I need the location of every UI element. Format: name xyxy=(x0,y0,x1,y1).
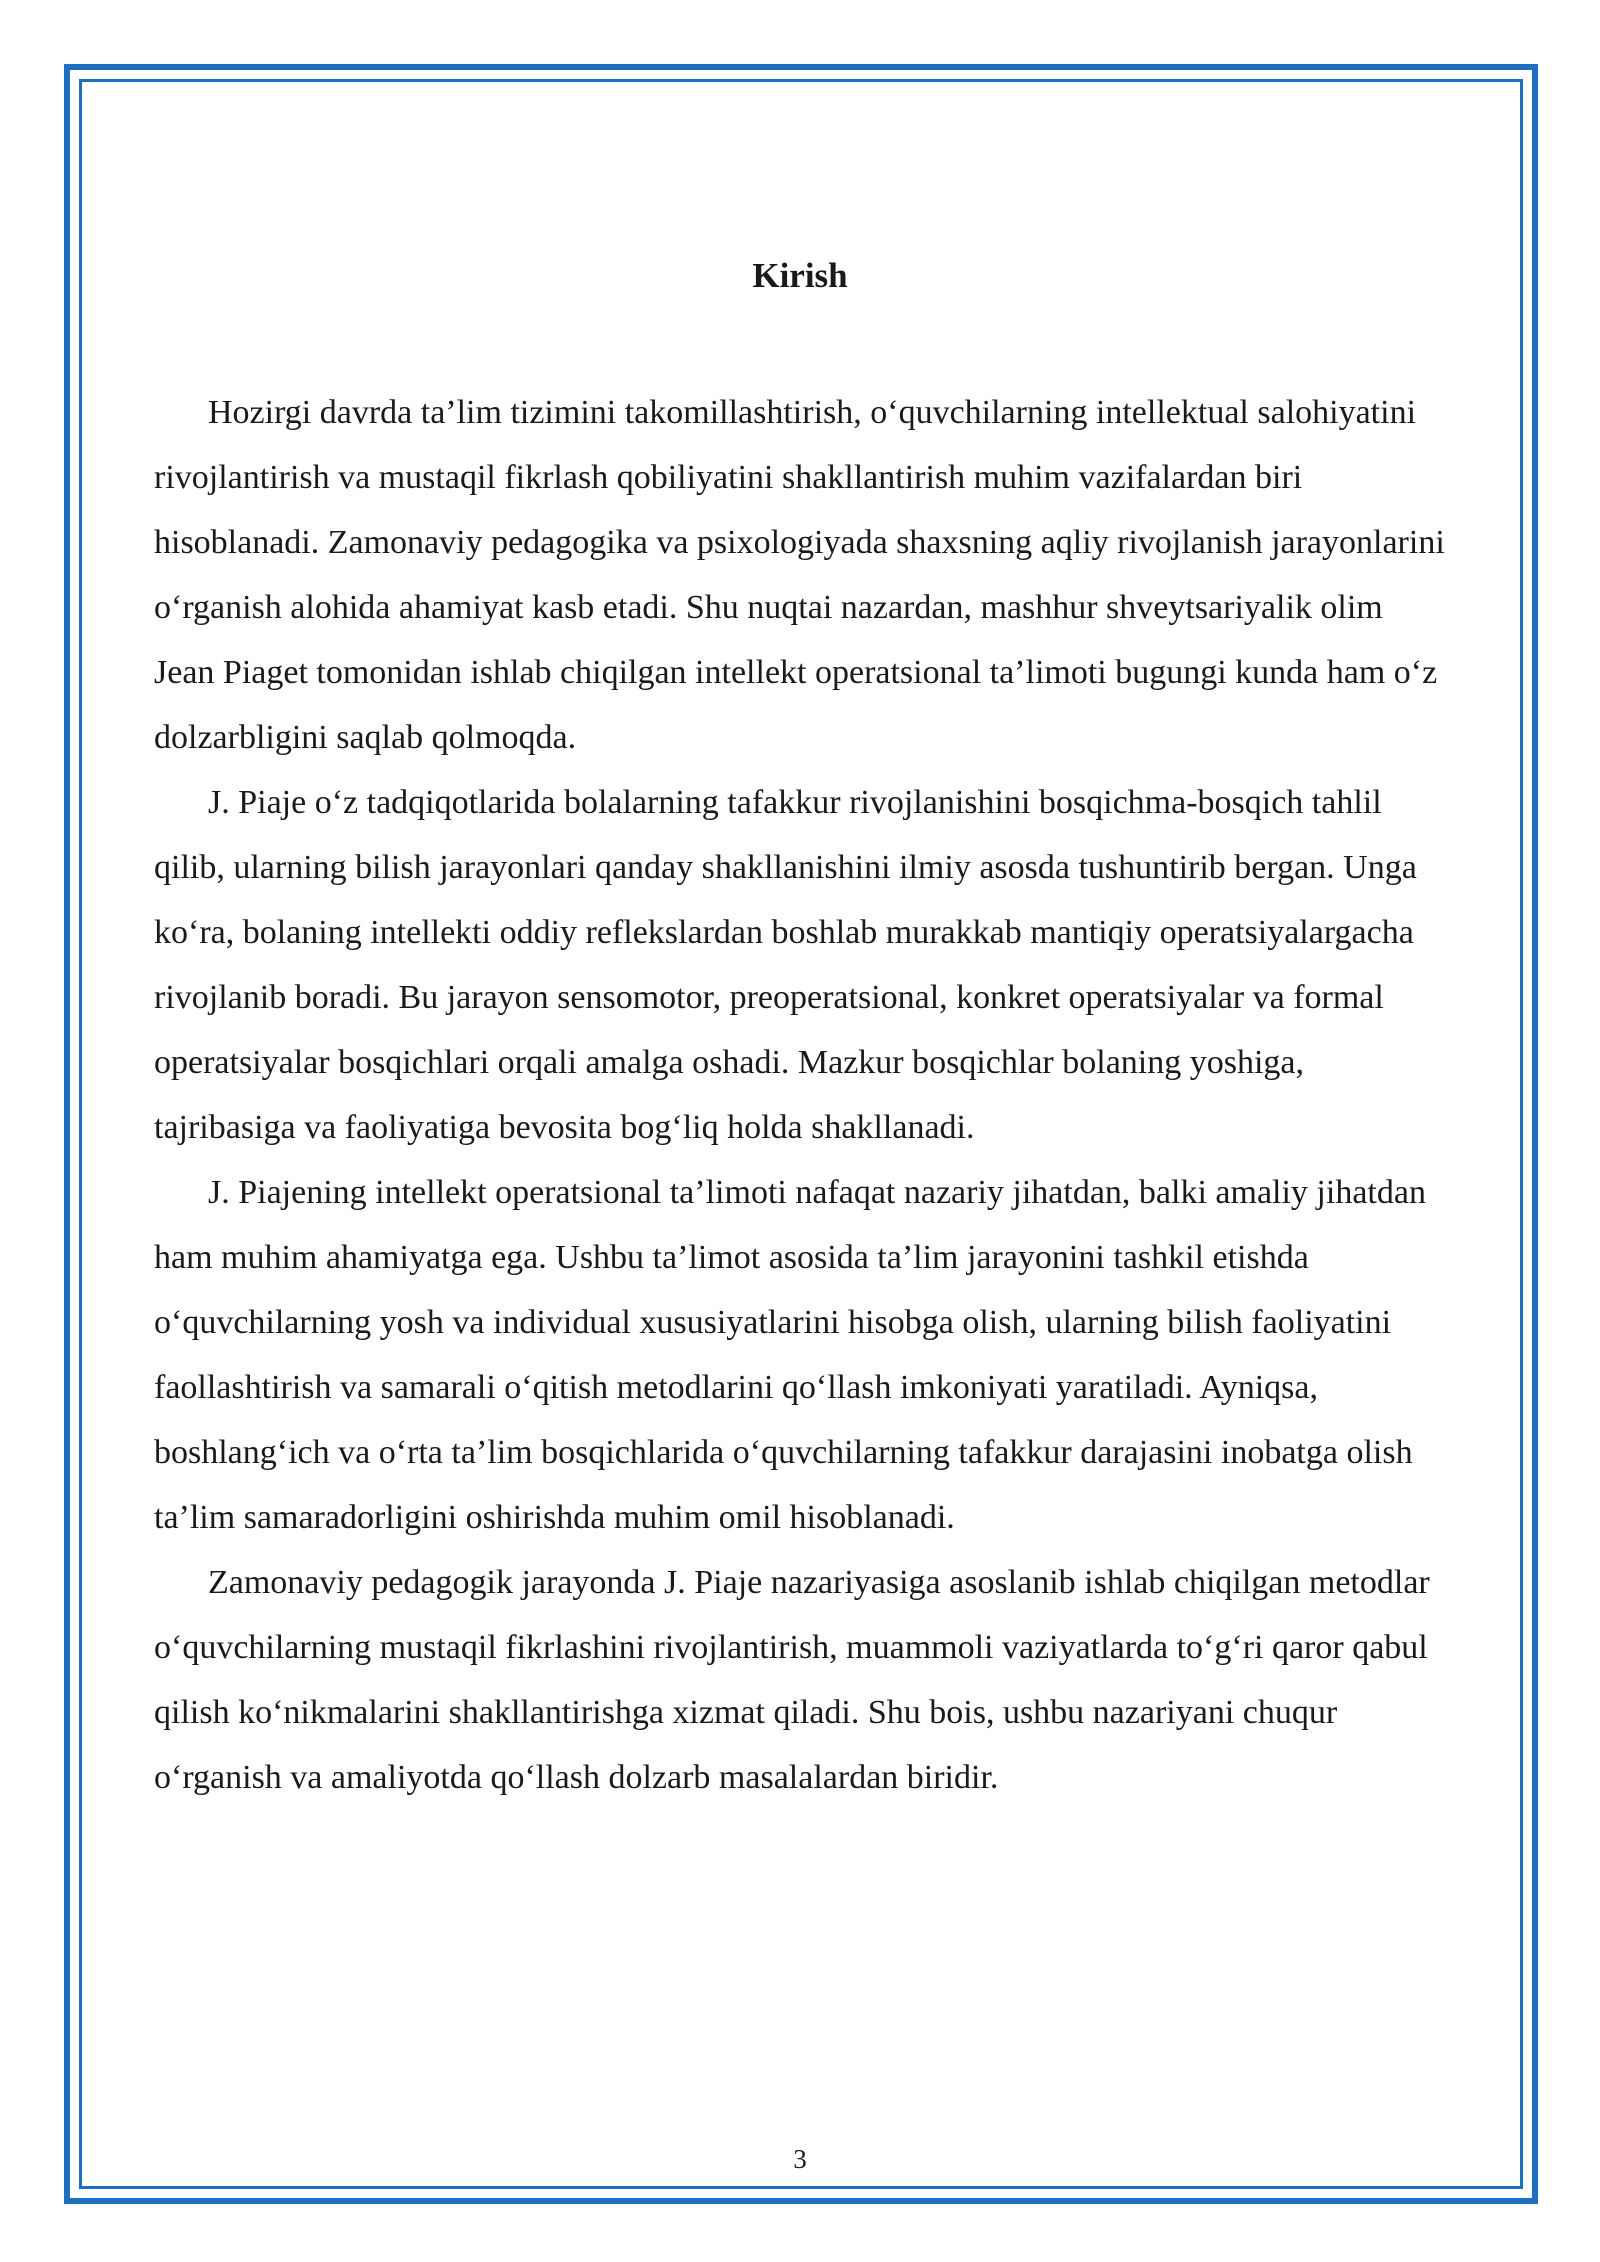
document-body xyxy=(154,380,1450,1810)
paragraph-4: Zamonaviy pedagogik jarayonda J. Piaje nazariyasiga asoslanib ishlab chiqilgan metodlar o‘quvchilarning mustaqil fikrlashini rivojlantirish, muammoli vaziyatlarda to‘g‘ri qaror qabul qilish ko‘nikmalarini shakllantirishga xizmat qiladi. Shu bois, ushbu nazariyani chuqur o‘rganish va amaliyotda qo‘llash dolzarb masalalardan biridir. xyxy=(154,1564,1430,1796)
paragraph-3: J. Piajening intellekt operatsional ta’limoti nafaqat nazariy jihatdan, balki amaliy jihatdan ham muhim ahamiyatga ega. Ushbu ta’limot asosida ta’lim jarayonini tashkil etishda o‘quvchilarning yosh va individual xususiyatlarini hisobga olish, ularning bilish faoliyatini faollashtirish va samarali o‘qitish metodlarini qo‘llash imkoniyati yaratiladi. Ayniqsa, boshlang‘ich va o‘rta ta’lim bosqichlarida o‘quvchilarning tafakkur darajasini inobatga olish ta’lim samaradorligini oshirishda muhim omil hisoblanadi. xyxy=(154,1174,1426,1536)
page-title: Kirish xyxy=(752,256,848,295)
page-number: 3 xyxy=(793,2144,807,2174)
paragraph-2: J. Piaje o‘z tadqiqotlarida bolalarning tafakkur rivojlanishini bosqichma-bosqich tahlil qilib, ularning bilish jarayonlari qanday shakllanishini ilmiy asosda tushuntirib bergan. Unga ko‘ra, bolaning intellekti oddiy reflekslardan boshlab murakkab mantiqiy operatsiyalargacha rivojlanib boradi. Bu jarayon sensomotor, preoperatsional, konkret operatsiyalar va formal operatsiyalar bosqichlari orqali amalga oshadi. Mazkur bosqichlar bolaning yoshiga, tajribasiga va faoliyatiga bevosita bog‘liq holda shakllanadi. xyxy=(154,784,1417,1146)
paragraph-1: Hozirgi davrda ta’lim tizimini takomillashtirish, o‘quvchilarning intellektual salohiyatini rivojlantirish va mustaqil fikrlash qobiliyatini shakllantirish muhim vazifalardan biri hisoblanadi. Zamonaviy pedagogika va psixologiyada shaxsning aqliy rivojlanish jarayonlarini o‘rganish alohida ahamiyat kasb etadi. Shu nuqtai nazardan, mashhur shveytsariyalik olim Jean Piaget tomonidan ishlab chiqilgan intellekt operatsional ta’limoti bugungi kunda ham o‘z dolzarbligini saqlab qolmoqda. xyxy=(154,394,1445,756)
